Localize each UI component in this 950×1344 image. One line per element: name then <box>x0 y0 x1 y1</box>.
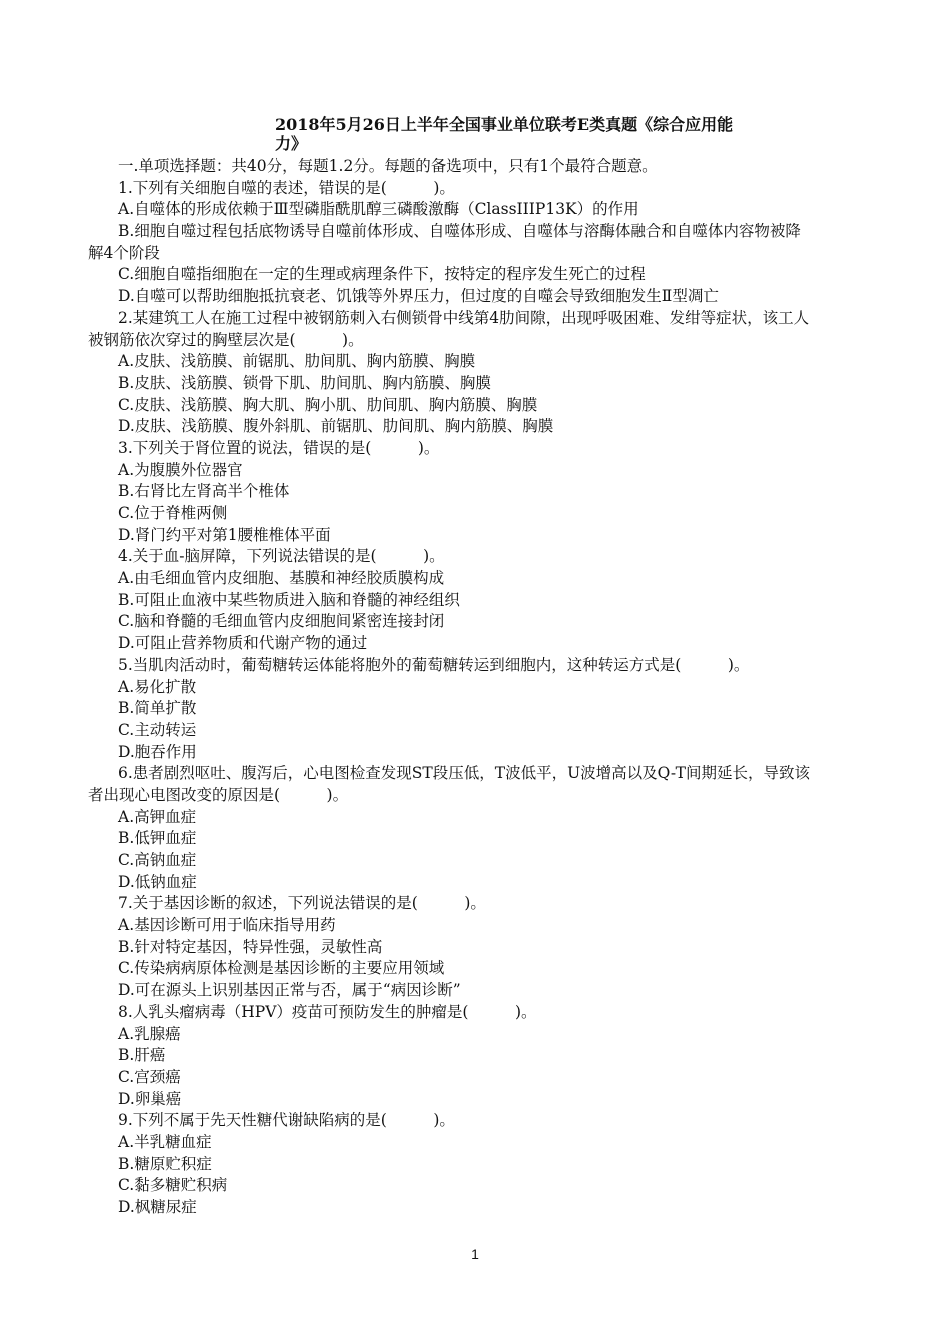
option-c: C.传染病病原体检测是基因诊断的主要应用领域 <box>118 959 445 978</box>
question-stem: 7.关于基因诊断的叙述，下列说法错误的是( )。 <box>118 894 486 913</box>
option-a: A.皮肤、浅筋膜、前锯肌、肋间肌、胸内筋膜、胸膜 <box>118 352 476 371</box>
option-a: A.半乳糖血症 <box>118 1132 212 1151</box>
option-b: B.低钾血症 <box>118 829 197 848</box>
question-2 <box>88 308 878 438</box>
option-b: B.针对特定基因，特异性强，灵敏性高 <box>118 937 383 956</box>
option-b: B.皮肤、浅筋膜、锁骨下肌、肋间肌、胸内筋膜、胸膜 <box>118 373 491 392</box>
option-d: D.可阻止营养物质和代谢产物的通过 <box>118 634 368 653</box>
option-c: C.皮肤、浅筋膜、胸大肌、胸小肌、肋间肌、胸内筋膜、胸膜 <box>118 395 538 414</box>
option-c: C.宫颈癌 <box>118 1067 181 1086</box>
question-stem: 3.下列关于肾位置的说法，错误的是( )。 <box>118 438 440 457</box>
question-stem: 2.某建筑工人在施工过程中被钢筋刺入右侧锁骨中线第4肋间隙，出现呼吸困难、发绀等症状，该工人 <box>118 308 810 327</box>
option-a: A.为腹膜外位器官 <box>118 460 243 479</box>
option-d: D.卵巢癌 <box>118 1089 182 1108</box>
question-6 <box>88 763 878 893</box>
option-a: A.高钾血症 <box>118 807 197 826</box>
option-a: A.基因诊断可用于临床指导用药 <box>118 916 336 935</box>
question-list <box>88 156 878 1219</box>
option-b: B.糖原贮积症 <box>118 1154 212 1173</box>
option-c: C.位于脊椎两侧 <box>118 504 228 522</box>
option-d: D.皮肤、浅筋膜、腹外斜肌、前锯肌、肋间肌、胸内筋膜、胸膜 <box>118 417 554 436</box>
option-d: D.自噬可以帮助细胞抵抗衰老、饥饿等外界压力，但过度的自噬会导致细胞发生Ⅱ型凋亡 <box>118 287 719 306</box>
option-c: C.黏多糖贮积病 <box>118 1176 228 1195</box>
question-stem: 9.下列不属于先天性糖代谢缺陷病的是( )。 <box>118 1111 455 1130</box>
document-title-line-1: 2018年5月26日上半年全国事业单位联考E类真题《综合应用能 <box>275 115 734 134</box>
option-c: C.细胞自噬指细胞在一定的生理或病理条件下，按特定的程序发生死亡的过程 <box>118 265 646 284</box>
option-a: A.自噬体的形成依赖于Ⅲ型磷脂酰肌醇三磷酸激酶（ClassIIIP13K）的作用 <box>118 200 639 219</box>
question-8 <box>88 1002 878 1110</box>
question-7 <box>88 893 878 1001</box>
option-b: 解4个阶段 <box>88 243 160 262</box>
option-b: B.右肾比左肾高半个椎体 <box>118 482 290 501</box>
question-5 <box>88 655 878 763</box>
option-b: B.可阻止血液中某些物质进入脑和脊髓的神经组织 <box>118 590 460 609</box>
option-c: C.脑和脊髓的毛细血管内皮细胞间紧密连接封闭 <box>118 612 445 631</box>
option-d: D.肾门约平对第1腰椎椎体平面 <box>118 525 331 544</box>
option-d: D.低钠血症 <box>118 872 197 891</box>
section-heading: 一.单项选择题：共40分，每题1.2分。每题的备选项中，只有1个最符合题意。 <box>118 157 658 175</box>
option-c: C.高钠血症 <box>118 851 197 869</box>
question-4 <box>88 546 878 654</box>
question-3 <box>88 438 878 546</box>
option-b: B.细胞自噬过程包括底物诱导自噬前体形成、自噬体形成、自噬体与溶酶体融合和自噬体内容物被降 <box>118 222 801 241</box>
question-stem: 者出现心电图改变的原因是( )。 <box>88 785 349 804</box>
option-d: D.胞吞作用 <box>118 742 197 761</box>
question-9 <box>88 1110 878 1218</box>
option-c: C.主动转运 <box>118 720 197 739</box>
option-b: B.简单扩散 <box>118 699 197 718</box>
question-1 <box>88 178 878 308</box>
page-number: 1 <box>471 1246 479 1262</box>
option-d: D.可在源头上识别基因正常与否，属于“病因诊断” <box>118 981 461 1000</box>
option-a: A.由毛细血管内皮细胞、基膜和神经胶质膜构成 <box>118 569 445 588</box>
question-stem: 被钢筋依次穿过的胸壁层次是( )。 <box>88 330 364 349</box>
question-stem: 4.关于血-脑屏障，下列说法错误的是( )。 <box>118 547 445 566</box>
question-stem: 1.下列有关细胞自噬的表述，错误的是( )。 <box>118 178 455 197</box>
document-title-line-2: 力》 <box>275 134 308 153</box>
question-stem: 5.当肌肉活动时，葡萄糖转运体能将胞外的葡萄糖转运到细胞内，这种转运方式是( )。 <box>118 655 750 674</box>
document-title <box>275 115 745 153</box>
option-d: D.枫糖尿症 <box>118 1198 197 1216</box>
option-b: B.肝癌 <box>118 1046 166 1065</box>
question-stem: 8.人乳头瘤病毒（HPV）疫苗可预防发生的肿瘤是( )。 <box>118 1002 537 1021</box>
option-a: A.易化扩散 <box>118 677 197 696</box>
question-stem: 6.患者剧烈呕吐、腹泻后，心电图检查发现ST段压低，T波低平，U波增高以及Q-T间期延长，导致该 <box>118 764 810 783</box>
option-a: A.乳腺癌 <box>118 1024 181 1043</box>
